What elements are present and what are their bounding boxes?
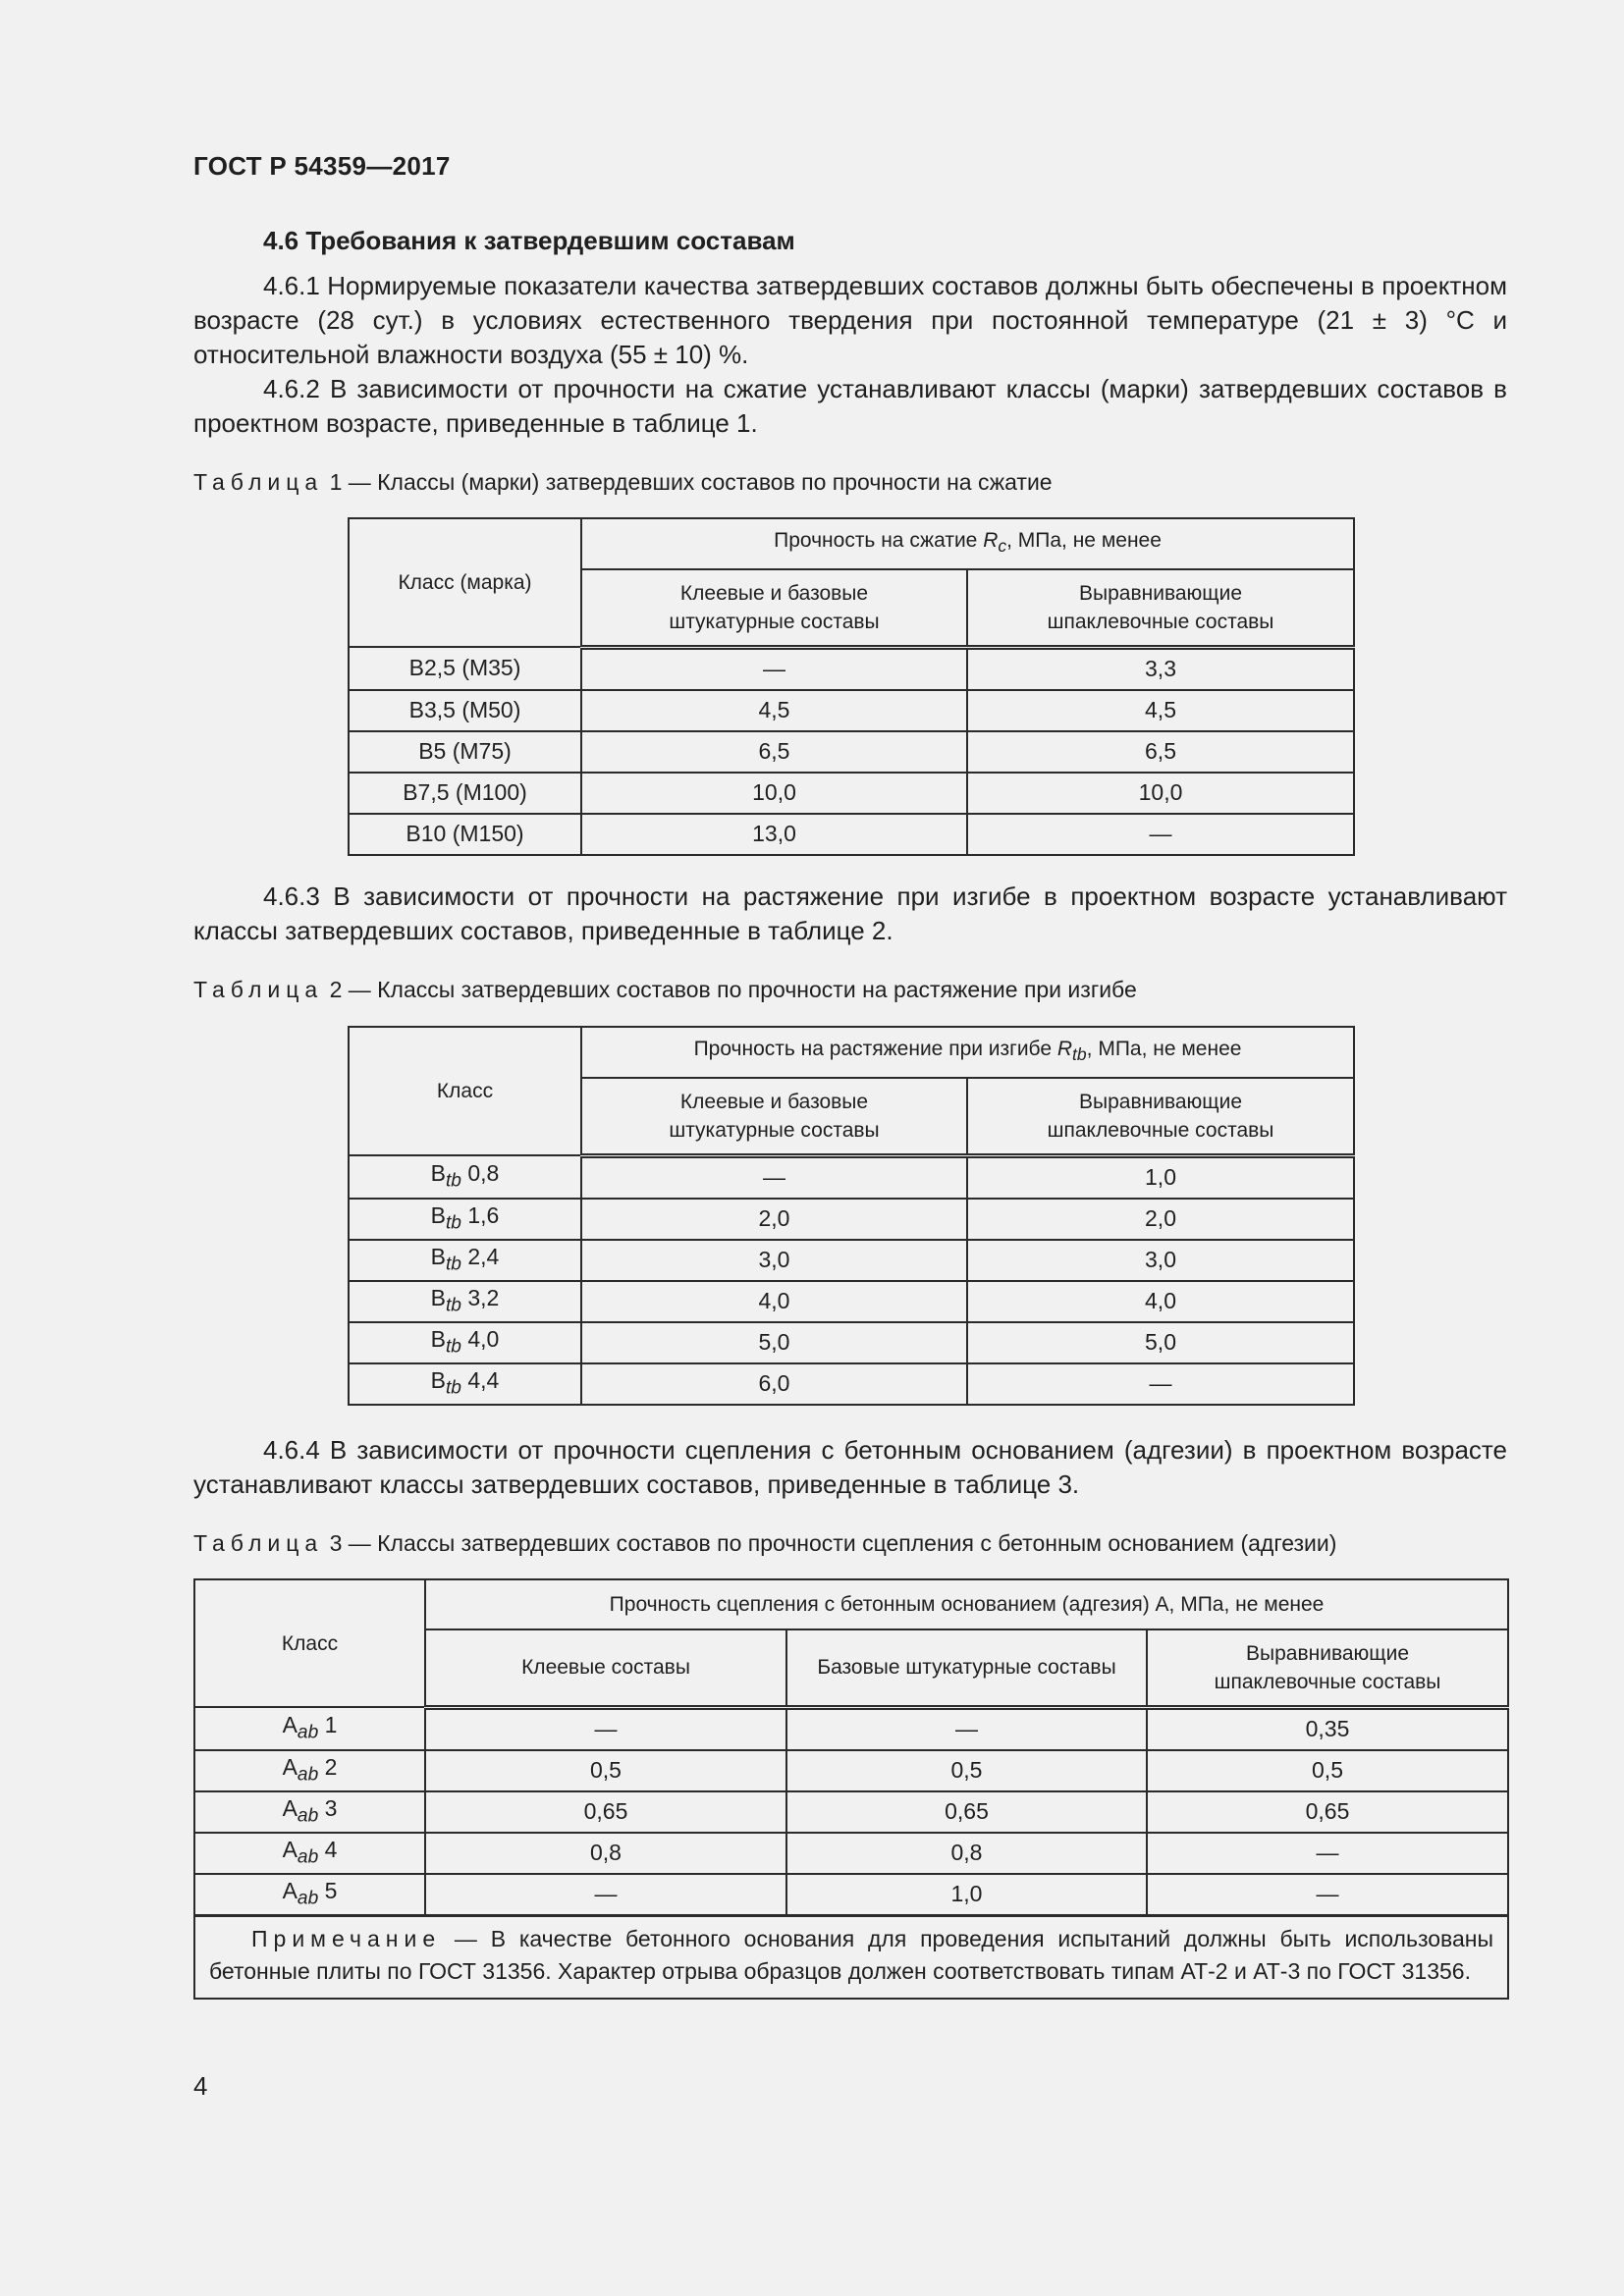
table-2-class-subscript: tb: [445, 1336, 461, 1358]
table-2-caption-word: Таблица: [193, 977, 324, 1002]
table-1-header-class: Класс (марка): [349, 518, 581, 647]
table-1-caption: [193, 469, 1053, 496]
table-2-cell-col-a: 3,0: [581, 1240, 967, 1281]
table-3-cell-col-a: 0,5: [425, 1750, 786, 1791]
table-1-cell-col-a: 10,0: [581, 773, 967, 814]
table-1-cell-col-a: —: [581, 647, 967, 690]
table-3-cell-col-b: —: [786, 1707, 1147, 1750]
table-row: [349, 814, 1354, 855]
table-3-class-number: 5: [324, 1878, 338, 1904]
table-3-header-col-b: Базовые штукатурные составы: [786, 1629, 1147, 1707]
table-2-class-letter: В: [430, 1202, 446, 1229]
table-3-cell-col-c: —: [1147, 1874, 1508, 1916]
table-2-class-subscript: tb: [445, 1171, 461, 1193]
table-2-class-subscript: tb: [445, 1254, 461, 1275]
table-3-cell-class: [194, 1707, 425, 1750]
table-3-header-col-a: Клеевые составы: [425, 1629, 786, 1707]
table-3-cell-col-c: 0,5: [1147, 1750, 1508, 1791]
table-2-cell-col-a: 5,0: [581, 1322, 967, 1363]
table-2-group-sub: tb: [1072, 1044, 1087, 1065]
table-3-class-letter: А: [282, 1837, 298, 1863]
table-1-group-prefix: Прочность на сжатие: [774, 529, 984, 553]
table-row: [349, 731, 1354, 773]
table-2-cell-col-a: —: [581, 1155, 967, 1199]
table-2-cell-col-a: 6,0: [581, 1363, 967, 1405]
table-2-class-number: 4,0: [467, 1326, 500, 1353]
table-3-cell-col-b: 0,5: [786, 1750, 1147, 1791]
table-2-header-col-a: [581, 1078, 967, 1155]
table-3-cell-col-b: 0,65: [786, 1791, 1147, 1833]
table-3-col-c-line2: шпаклевочные составы: [1214, 1670, 1441, 1693]
table-2-class-letter: В: [430, 1367, 446, 1394]
table-2-class-subscript: tb: [445, 1377, 461, 1399]
table-3-cell-col-b: 1,0: [786, 1874, 1147, 1916]
table-2-group-prefix: Прочность на растяжение при изгибе: [693, 1038, 1057, 1061]
table-1-caption-word: Таблица: [193, 469, 324, 495]
table-1-col-b-line1: Выравнивающие: [1079, 581, 1242, 605]
table-row: [194, 1833, 1508, 1874]
table-2-cell-col-b: 2,0: [967, 1199, 1354, 1240]
table-2-cell-col-b: 4,0: [967, 1281, 1354, 1322]
table-2-class-subscript: tb: [445, 1295, 461, 1316]
table-2-col-a-line2: штукатурные составы: [669, 1118, 880, 1142]
table-3-cell-col-c: 0,65: [1147, 1791, 1508, 1833]
table-3-class-subscript: ab: [297, 1764, 319, 1786]
table-2-class-number: 3,2: [467, 1285, 500, 1311]
table-3-class-subscript: ab: [297, 1888, 319, 1909]
table-2-col-a-line1: Клеевые и базовые: [679, 1090, 869, 1113]
table-2-col-b-line2: шпаклевочные составы: [1047, 1118, 1274, 1142]
table-2-caption: [193, 977, 1137, 1003]
table-3-class-subscript: ab: [297, 1846, 319, 1868]
table-2-col-b-line1: Выравнивающие: [1079, 1090, 1242, 1113]
paragraph-4-6-1: 4.6.1 Нормируемые показатели качества затвердевших составов должны быть обеспечены в проектном возрасте (28 сут.) в условиях естественного твердения при постоянной температуре (21 ± 3) °С и относительной влажности воздуха (55 ± 10) %.: [193, 271, 1507, 369]
table-1-col-a-line1: Клеевые и базовые: [679, 581, 869, 605]
table-2-cell-col-b: —: [967, 1363, 1354, 1405]
table-2-header-col-b: [967, 1078, 1354, 1155]
table-row: [194, 1791, 1508, 1833]
table-2-cell-class: [349, 1240, 581, 1281]
table-2-cell-col-a: 2,0: [581, 1199, 967, 1240]
table-3-cell-class: [194, 1874, 425, 1916]
table-1-header-col-b: [967, 569, 1354, 647]
paragraph-4-6-2: 4.6.2 В зависимости от прочности на сжатие устанавливают классы (марки) затвердевших составов в проектном возрасте, приведенные в таблице 1.: [193, 374, 1507, 438]
table-2-cell-class: [349, 1322, 581, 1363]
table-2-cell-col-b: 5,0: [967, 1322, 1354, 1363]
table-row: [349, 1363, 1354, 1405]
table-3-cell-col-b: 0,8: [786, 1833, 1147, 1874]
table-1-cell-col-a: 13,0: [581, 814, 967, 855]
table-1-col-a-line2: штукатурные составы: [669, 610, 880, 633]
table-3-class-subscript: ab: [297, 1805, 319, 1827]
table-row: [349, 1199, 1354, 1240]
table-3-note: [195, 1917, 1507, 1998]
table-3-cell-col-a: 0,8: [425, 1833, 786, 1874]
table-2-class-subscript: tb: [445, 1212, 461, 1234]
paragraph-4-6-4: 4.6.4 В зависимости от прочности сцепления с бетонным основанием (адгезии) в проектном возрасте устанавливают классы затвердевших составов, приведенные в таблице 3.: [193, 1435, 1507, 1499]
table-2-cell-class: [349, 1281, 581, 1322]
table-2-class-letter: В: [430, 1160, 446, 1187]
table-2-class-letter: В: [430, 1244, 446, 1270]
table-3-cell-class: [194, 1833, 425, 1874]
table-3-class-number: 4: [324, 1837, 338, 1863]
table-1-cell-class: В7,5 (М100): [349, 773, 581, 814]
table-3-note-text: — В качестве бетонного основания для проведения испытаний должны быть использованы бетонные плиты по ГОСТ 31356. Характер отрыва образцов должен соответствовать типам АТ-2 и АТ-3 по ГОСТ 31356.: [209, 1925, 1494, 1984]
table-row: [349, 1281, 1354, 1322]
table-2-cell-col-b: 3,0: [967, 1240, 1354, 1281]
table-2-class-number: 4,4: [467, 1367, 500, 1394]
table-row: [349, 1322, 1354, 1363]
table-1-col-b-line2: шпаклевочные составы: [1047, 610, 1274, 633]
table-3-cell-class: [194, 1750, 425, 1791]
table-2-class-number: 0,8: [467, 1160, 500, 1187]
table-3-note-word: Примечание: [251, 1925, 442, 1951]
table-3-cell-col-a: —: [425, 1874, 786, 1916]
table-1-cell-col-b: 3,3: [967, 647, 1354, 690]
table-3: [193, 1578, 1509, 2000]
table-2-class-letter: В: [430, 1285, 446, 1311]
section-title: 4.6 Требования к затвердевшим составам: [263, 226, 795, 255]
table-1-cell-col-b: 4,5: [967, 690, 1354, 731]
table-row: [349, 1155, 1354, 1199]
table-3-class-subscript: ab: [297, 1723, 319, 1744]
table-3-class-letter: А: [282, 1754, 298, 1781]
table-1-cell-col-a: 4,5: [581, 690, 967, 731]
table-3-class-letter: А: [282, 1878, 298, 1904]
table-2-class-number: 1,6: [467, 1202, 500, 1229]
table-1-group-sub: c: [998, 536, 1007, 557]
table-3-class-number: 3: [324, 1795, 338, 1822]
table-1: [348, 517, 1355, 856]
table-3-cell-col-a: 0,65: [425, 1791, 786, 1833]
table-2-cell-class: [349, 1199, 581, 1240]
table-1-group-symbol: R: [983, 529, 999, 553]
table-1-cell-col-b: 6,5: [967, 731, 1354, 773]
page-number: 4: [193, 2071, 208, 2101]
table-3-class-number: 1: [324, 1712, 338, 1738]
table-row: [194, 1874, 1508, 1916]
table-2-cell-col-a: 4,0: [581, 1281, 967, 1322]
table-3-caption: [193, 1530, 1336, 1557]
table-3-class-number: 2: [324, 1754, 338, 1781]
table-2-class-letter: В: [430, 1326, 446, 1353]
paragraph-4-6-3: 4.6.3 В зависимости от прочности на растяжение при изгибе в проектном возрасте устанавливают классы затвердевших составов, приведенные в таблице 2.: [193, 881, 1507, 945]
table-2-header-class: Класс: [349, 1027, 581, 1155]
table-3-col-c-line1: Выравнивающие: [1246, 1641, 1409, 1665]
table-3-caption-word: Таблица: [193, 1530, 324, 1556]
table-2-cell-class: [349, 1363, 581, 1405]
table-1-group-suffix: , МПа, не менее: [1006, 529, 1162, 553]
table-1-cell-class: В2,5 (М35): [349, 647, 581, 690]
table-1-cell-class: В3,5 (М50): [349, 690, 581, 731]
table-2-cell-class: [349, 1155, 581, 1199]
table-row: [349, 773, 1354, 814]
table-1-cell-col-a: 6,5: [581, 731, 967, 773]
table-3-class-letter: А: [282, 1712, 298, 1738]
table-1-header-group: [581, 518, 1354, 569]
table-3-header-group: Прочность сцепления с бетонным основанием (адгезия) А, МПа, не менее: [425, 1579, 1508, 1629]
table-2-class-number: 2,4: [467, 1244, 500, 1270]
table-2-group-suffix: , МПа, не менее: [1086, 1038, 1242, 1061]
table-2-group-symbol: R: [1056, 1038, 1073, 1061]
table-3-class-letter: А: [282, 1795, 298, 1822]
table-3-caption-text: 3 — Классы затвердевших составов по прочности сцепления с бетонным основанием (адгезии): [323, 1530, 1337, 1556]
table-1-header-col-a: [581, 569, 967, 647]
table-3-header-class: Класс: [194, 1579, 425, 1707]
table-row: [349, 1240, 1354, 1281]
table-2-header-group: [581, 1027, 1354, 1078]
table-2-cell-col-b: 1,0: [967, 1155, 1354, 1199]
table-1-cell-col-b: —: [967, 814, 1354, 855]
standard-designation: ГОСТ Р 54359—2017: [193, 151, 451, 181]
table-row: [194, 1707, 1508, 1750]
table-2: [348, 1026, 1355, 1406]
table-3-header-col-c: [1147, 1629, 1508, 1707]
table-1-cell-class: В10 (М150): [349, 814, 581, 855]
table-3-cell-col-c: 0,35: [1147, 1707, 1508, 1750]
table-3-note-cell: [194, 1915, 1508, 1999]
table-2-caption-text: 2 — Классы затвердевших составов по прочности на растяжение при изгибе: [323, 977, 1137, 1002]
table-1-cell-col-b: 10,0: [967, 773, 1354, 814]
table-3-cell-col-c: —: [1147, 1833, 1508, 1874]
table-row: [194, 1750, 1508, 1791]
table-3-cell-class: [194, 1791, 425, 1833]
table-1-caption-text: 1 — Классы (марки) затвердевших составов по прочности на сжатие: [323, 469, 1053, 495]
table-3-cell-col-a: —: [425, 1707, 786, 1750]
table-row: [349, 647, 1354, 690]
table-1-cell-class: В5 (М75): [349, 731, 581, 773]
table-row: [349, 690, 1354, 731]
